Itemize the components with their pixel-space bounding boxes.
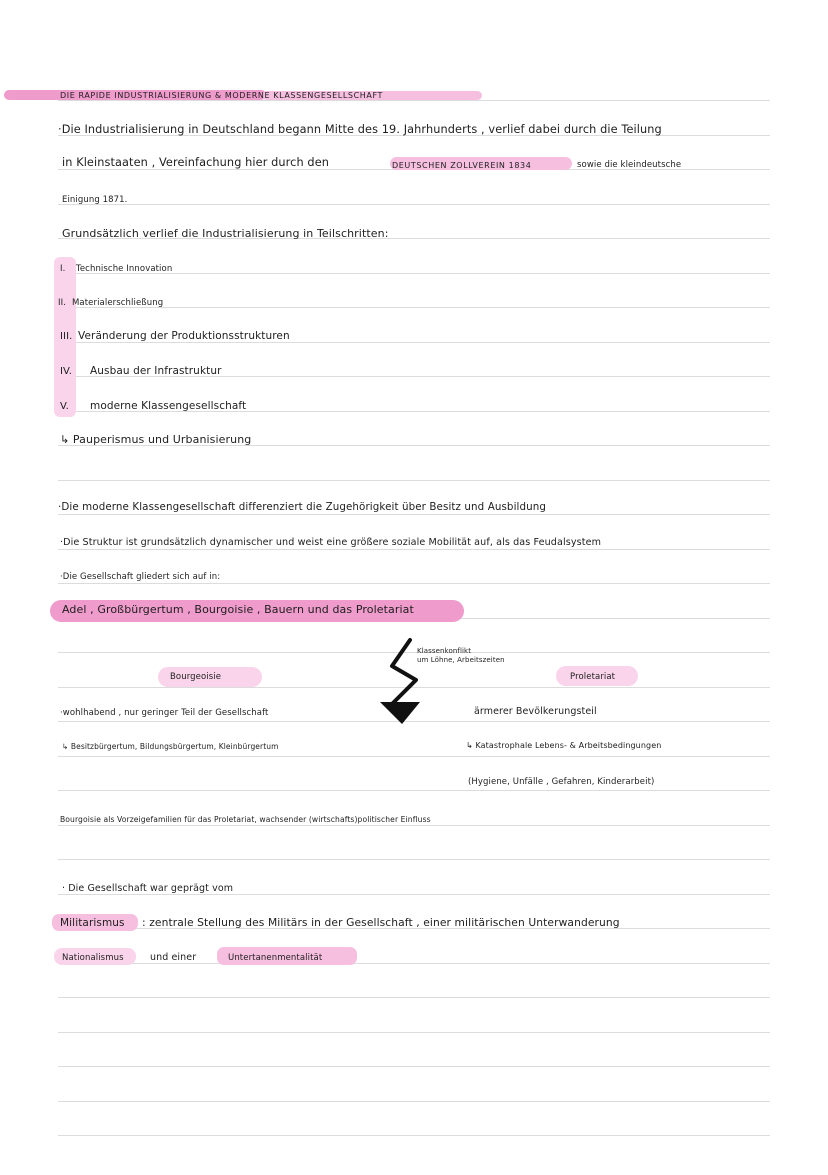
ruled-line bbox=[58, 307, 770, 308]
conflict-note-line-2: um Löhne, Arbeitszeiten bbox=[417, 656, 505, 664]
intro-line-2b: sowie die kleindeutsche bbox=[577, 160, 682, 170]
ruled-line bbox=[58, 1032, 770, 1033]
page-title: DIE RAPIDE INDUSTRIALISIERUNG & MODERNE KLASSENGESELLSCHAFT bbox=[60, 91, 384, 100]
ruled-line bbox=[58, 204, 770, 205]
militarism-text: : zentrale Stellung des Militärs in der Gesellschaft , einer militärischen Unterwanderung bbox=[142, 916, 620, 929]
proletariat-line-2: ↳ Katastrophale Lebens- & Arbeitsbedingungen bbox=[466, 741, 662, 750]
ruled-line bbox=[58, 1101, 770, 1102]
steps-heading: Grundsätzlich verlief die Industrialisierung in Teilschritten: bbox=[62, 227, 389, 240]
society-line-2: ·Die Struktur ist grundsätzlich dynamischer und weist eine größere soziale Mobilität auf, als das Feudalsystem bbox=[60, 537, 602, 548]
step-number: V. bbox=[60, 401, 69, 412]
ruled-line bbox=[58, 859, 770, 860]
intro-line-2a: in Kleinstaaten , Vereinfachung hier durch den bbox=[62, 156, 330, 169]
connector-text: und einer bbox=[150, 952, 197, 963]
step-text: Technische Innovation bbox=[76, 264, 173, 274]
intro-line-1: ·Die Industrialisierung in Deutschland begann Mitte des 19. Jahrhunderts , verlief dabei durch die Teilung bbox=[58, 123, 662, 136]
step-text: Materialerschließung bbox=[72, 298, 164, 308]
ruled-line bbox=[58, 825, 770, 826]
bourgeoisie-note: Bourgoisie als Vorzeigefamilien für das Proletariat, wachsender (wirtschafts)politischer Einfluss bbox=[60, 815, 431, 824]
ruled-line bbox=[58, 514, 770, 515]
society-line-1: ·Die moderne Klassengesellschaft differenziert die Zugehörigkeit über Besitz und Ausbildung bbox=[58, 501, 547, 513]
step-number: IV. bbox=[60, 366, 72, 377]
proletariat-line-3: (Hygiene, Unfälle , Gefahren, Kinderarbeit) bbox=[468, 777, 655, 787]
zollverein-term: DEUTSCHEN ZOLLVEREIN 1834 bbox=[392, 161, 532, 170]
ruled-line bbox=[58, 480, 770, 481]
ruled-line bbox=[58, 1066, 770, 1067]
bourgeoisie-line-1: ·wohlhabend , nur geringer Teil der Gesellschaft bbox=[60, 708, 269, 718]
ruled-line bbox=[58, 1135, 770, 1136]
militarism-term: Militarismus bbox=[60, 917, 125, 929]
step-number: II. bbox=[58, 298, 67, 308]
step-text: Veränderung der Produktionsstrukturen bbox=[78, 330, 290, 342]
conflict-note-line-1: Klassenkonflikt bbox=[417, 647, 472, 655]
society-line-3: ·Die Gesellschaft gliedert sich auf in: bbox=[60, 572, 221, 582]
ruled-line bbox=[58, 997, 770, 998]
step-number: I. bbox=[60, 264, 66, 274]
bourgeoisie-title: Bourgeoisie bbox=[170, 672, 222, 682]
proletariat-title: Proletariat bbox=[570, 672, 616, 682]
proletariat-line-1: ärmerer Bevölkerungsteil bbox=[474, 706, 597, 717]
class-list: Adel , Großbürgertum , Bourgoisie , Bauern und das Proletariat bbox=[62, 603, 414, 616]
ruled-line bbox=[58, 756, 770, 757]
mentality-term: Untertanenmentalität bbox=[228, 953, 323, 963]
nationalism-term: Nationalismus bbox=[62, 953, 124, 963]
arrow-line: ↳ Pauperismus und Urbanisierung bbox=[60, 433, 252, 446]
intro-line-3: Einigung 1871. bbox=[62, 195, 128, 205]
step-text: Ausbau der Infrastruktur bbox=[90, 365, 222, 377]
ruled-line bbox=[58, 790, 770, 791]
bourgeoisie-line-2: ↳ Besitzbürgertum, Bildungsbürgertum, Kleinbürgertum bbox=[62, 742, 279, 751]
shaped-intro: · Die Gesellschaft war geprägt vom bbox=[62, 883, 234, 894]
step-number: III. bbox=[60, 331, 73, 342]
step-text: moderne Klassengesellschaft bbox=[90, 400, 247, 412]
